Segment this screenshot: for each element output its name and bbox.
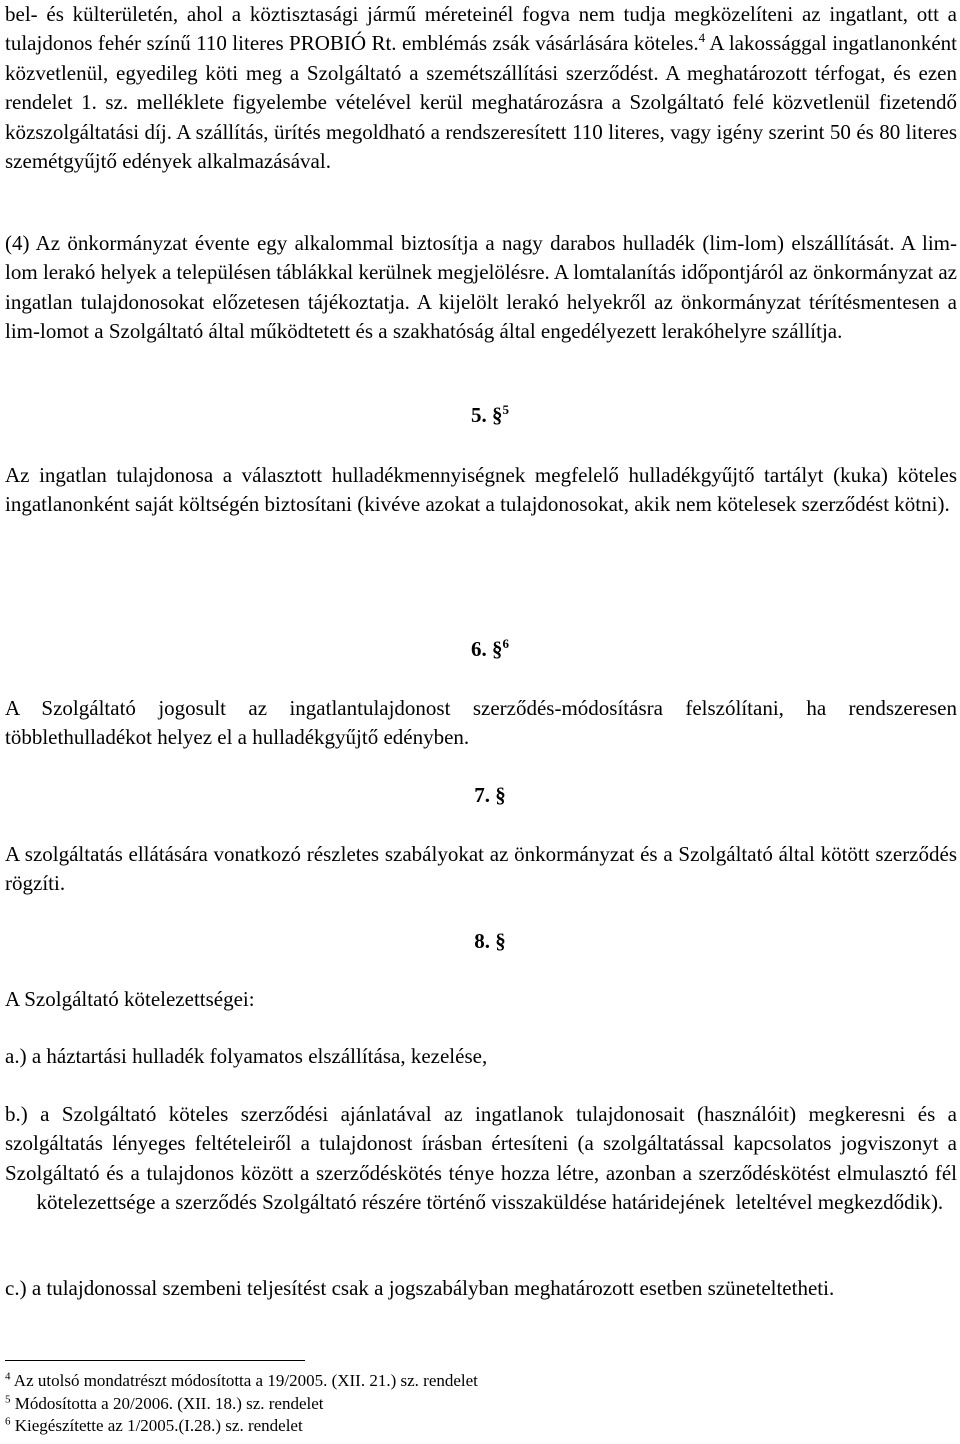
paragraph-3 — [5, 0, 957, 176]
paragraph-body: bel- és külterületén, ahol a köztisztasági jármű méreteinél fogva nem tudja megközelíteni az ingatlant, ott a tulajdonos fehér színű 110 literes PROBIÓ Rt. emblémás zsák vásárlására köteles.$^4$ A lakossággal ingatlanonként közvetlenül, egyedileg köti meg a Szolgáltató a szemétszállítási szerződést. A meghatározott térfogat, és ezen rendelet 1. sz. melléklete figyelembe vételével kerül meghatározásra a Szolgáltató felé közvetlenül fizetendő közszolgáltatási díj. A szállítás, ürítés megoldható a rendszeresített 110 literes, vagy igény szerint 50 és 80 literes szemétgyűjtő edények alkalmazásával. — [5, 2, 958, 174]
footnotes — [5, 1370, 957, 1438]
paragraph-4: (4) Az önkormányzat évente egy alkalommal biztosítja a nagy darabos hulladék (lim-lom) elszállítását. A lim-lom lerakó helyek a településen táblákkal kerülnek megjelölésre. A lomtalanítás időpontjáról az önkormányzat az ingatlan tulajdonosokat előzetesen tájékoztatja. A kijelölt lerakó helyekről az önkormányzat térítésmentesen a lim-lomot a Szolgáltató által működtetett és a szakhatóság által engedélyezett lerakóhelyre szállítja. — [5, 231, 957, 344]
section-8-heading: 8. § — [474, 929, 506, 953]
section-6-text: A Szolgáltató jogosult az ingatlantulajdonost szerződés-módosításra felszólítani, ha rendszeresen többlethulladékot helyez el a hulladékgyűjtő edényben. — [5, 696, 957, 750]
footnote-separator — [5, 1360, 305, 1361]
section-8-item-a: a.) a háztartási hulladék folyamatos elszállítása, kezelése, — [5, 1044, 488, 1068]
section-5-text: Az ingatlan tulajdonosa a választott hulladékmennyiségnek megfelelő hulladékgyűjtő tartályt (kuka) köteles ingatlanonként saját költségén biztosítani (kivéve azokat a tulajdonosokat, akik nem kötelesek szerződést kötni). — [5, 463, 957, 517]
section-8-item-c: c.) a tulajdonossal szembeni teljesítést csak a jogszabályban meghatározott esetben szüneteltetheti. — [5, 1276, 835, 1300]
section-6-heading: 6. §$^6$ — [471, 636, 509, 661]
footnote-ref-6: 6 — [502, 636, 509, 651]
footnote-6: $^6$ Kiegészítette az 1/2005.(I.28.) sz. rendelet — [5, 1415, 303, 1435]
section-7-text: A szolgáltatás ellátására vonatkozó részletes szabályokat az önkormányzat és a Szolgáltató által kötött szerződés rögzíti. — [5, 842, 957, 896]
footnote-ref-4: 4 — [698, 30, 706, 46]
footnote-ref-5: 5 — [502, 402, 509, 417]
footnote-4: $^4$ Az utolsó mondatrészt módosította a 19/2005. (XII. 21.) sz. rendelet — [5, 1370, 478, 1390]
section-5-heading: 5. §$^5$ — [471, 402, 509, 427]
section-7-heading: 7. § — [474, 783, 506, 807]
footnote-5: $^5$ Módosította a 20/2006. (XII. 18.) sz. rendelet — [5, 1392, 324, 1413]
section-8-item-b: b.) a Szolgáltató köteles szerződési ajánlatával az ingatlanok tulajdonosait (használóit) megkeresni és a szolgáltatás lényeges feltételeiről a tulajdonost írásban értesíteni (a szolgáltatással kapcsolatos jogviszonyt a Szolgáltató és a tulajdonos között a szerződéskötés ténye hozza létre, azonban a szerződéskötést elmulasztó fél kötelezettsége a szerződés Szolgáltató részére történő visszaküldése határidejének leteltével megkezdődik). — [5, 1102, 957, 1215]
section-8-intro: A Szolgáltató kötelezettségei: — [5, 987, 255, 1011]
